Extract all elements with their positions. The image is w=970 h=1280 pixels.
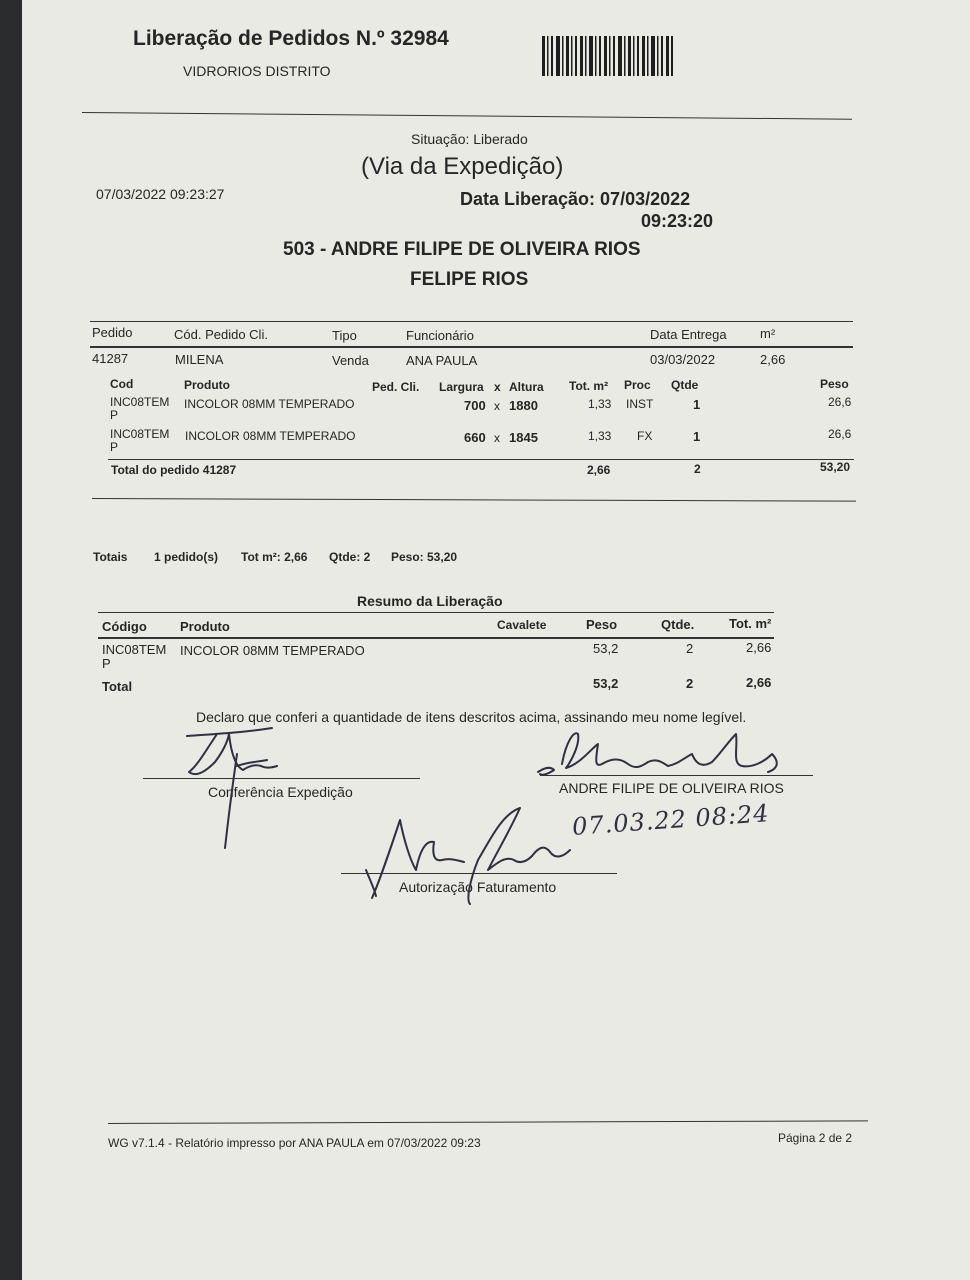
conferencia-signature	[177, 722, 307, 852]
col-cod-pedido-cli: Cód. Pedido Cli.	[174, 327, 268, 342]
summary-tot-m2: 2,66	[746, 640, 772, 655]
item-col-ped-cli: Ped. Cli.	[372, 380, 420, 394]
totals-peso: Peso: 53,20	[391, 550, 458, 564]
order-table-top-line	[90, 321, 853, 322]
barcode-icon	[540, 36, 676, 76]
client-signature-name: ANDRE FILIPE DE OLIVEIRA RIOS	[559, 780, 784, 796]
col-pedido: Pedido	[92, 325, 133, 340]
company-name: VIDRORIOS DISTRITO	[183, 63, 331, 79]
item-produto: INCOLOR 08MM TEMPERADO	[185, 429, 356, 443]
summary-top-line	[98, 612, 774, 613]
col-tipo: Tipo	[332, 328, 357, 343]
footer-print-info: WG v7.1.4 - Relatório impresso por ANA PAULA em 07/03/2022 09:23	[108, 1136, 481, 1150]
item-peso: 26,6	[828, 395, 852, 409]
item-col-x: x	[494, 380, 501, 394]
item-peso: 26,6	[828, 427, 852, 441]
order-total-qtde: 2	[694, 462, 701, 476]
totals-pedidos: 1 pedido(s)	[154, 550, 219, 564]
summary-header-line	[98, 637, 774, 639]
item-col-peso: Peso	[820, 377, 849, 391]
item-cod: INC08TEM P	[110, 395, 170, 422]
item-altura: 1845	[509, 430, 538, 445]
item-col-produto: Produto	[184, 378, 230, 392]
conferencia-label: Conferência Expedição	[208, 784, 353, 800]
summary-total-m2: 2,66	[746, 675, 772, 690]
item-col-altura: Altura	[509, 380, 544, 394]
summary-peso: 53,2	[593, 641, 619, 656]
item-proc: FX	[637, 429, 653, 443]
col-funcionario: Funcionário	[406, 328, 474, 343]
footer-divider	[108, 1120, 868, 1124]
client-name: 503 - ANDRE FILIPE DE OLIVEIRA RIOS	[283, 239, 641, 260]
summary-total-label: Total	[102, 679, 133, 694]
summary-col-codigo: Código	[102, 619, 147, 634]
order-tipo: Venda	[332, 353, 369, 368]
document-title: Liberação de Pedidos N.º 32984	[133, 27, 449, 50]
order-funcionario: ANA PAULA	[406, 353, 478, 368]
summary-title: Resumo da Liberação	[357, 593, 503, 609]
item-tot-m2: 1,33	[588, 397, 612, 411]
order-m2: 2,66	[760, 352, 786, 367]
col-data-entrega: Data Entrega	[650, 327, 727, 342]
order-cod-pedido-cli: MILENA	[175, 352, 224, 367]
item-col-cod: Cod	[110, 377, 134, 391]
order-header-line	[90, 346, 853, 348]
item-largura: 700	[464, 398, 486, 413]
summary-codigo: INC08TEM P	[102, 642, 167, 671]
release-time: 09:23:20	[641, 211, 714, 231]
summary-col-qtde: Qtde.	[661, 617, 695, 632]
order-data-entrega: 03/03/2022	[650, 352, 716, 367]
item-col-largura: Largura	[439, 380, 484, 394]
item-x: x	[494, 431, 500, 445]
item-largura: 660	[464, 430, 486, 445]
autorizacao-label: Autorização Faturamento	[399, 879, 557, 895]
totals-m2: Tot m²: 2,66	[241, 550, 308, 564]
item-cod: INC08TEM P	[110, 427, 170, 454]
item-produto: INCOLOR 08MM TEMPERADO	[184, 397, 355, 411]
autorizacao-signature	[360, 800, 580, 910]
declaration-text: Declaro que conferi a quantidade de itens descritos acima, assinando meu nome legível.	[196, 709, 747, 725]
totals-qtde: Qtde: 2	[329, 550, 371, 564]
item-proc: INST	[626, 397, 654, 411]
summary-total-qtde: 2	[686, 676, 694, 691]
item-col-proc: Proc	[624, 378, 651, 392]
footer-page-number: Página 2 de 2	[778, 1131, 853, 1145]
item-tot-m2: 1,33	[588, 429, 612, 443]
via-label: (Via da Expedição)	[361, 153, 564, 180]
summary-col-tot-m2: Tot. m²	[729, 616, 772, 631]
summary-total-peso: 53,2	[593, 676, 619, 691]
client-nickname: FELIPE RIOS	[410, 269, 529, 290]
order-total-label: Total do pedido 41287	[111, 463, 237, 477]
status-label: Situação: Liberado	[411, 131, 528, 147]
col-m2: m²	[760, 326, 776, 341]
summary-produto: INCOLOR 08MM TEMPERADO	[180, 643, 365, 658]
item-qtde: 1	[693, 397, 701, 412]
order-table-bottom-line	[92, 498, 856, 502]
order-pedido: 41287	[92, 351, 129, 366]
client-signature	[532, 724, 792, 784]
item-qtde: 1	[693, 429, 701, 444]
release-date: Data Liberação: 07/03/2022	[460, 189, 691, 209]
header-divider	[82, 112, 852, 120]
summary-qtde: 2	[686, 641, 694, 656]
order-total-peso: 53,20	[820, 460, 851, 474]
summary-col-cavalete: Cavalete	[497, 618, 547, 632]
item-altura: 1880	[509, 398, 538, 413]
handwritten-date: 07.03.22 08:24	[571, 799, 771, 841]
item-col-tot-m2: Tot. m²	[569, 379, 609, 393]
summary-col-produto: Produto	[180, 619, 230, 634]
order-total-m2: 2,66	[587, 463, 611, 477]
document-page	[22, 0, 970, 1280]
summary-col-peso: Peso	[586, 617, 618, 632]
item-x: x	[494, 399, 500, 413]
totals-label: Totais	[93, 550, 128, 564]
order-total-line	[108, 459, 854, 460]
print-timestamp: 07/03/2022 09:23:27	[96, 186, 225, 202]
item-col-qtde: Qtde	[671, 378, 699, 392]
